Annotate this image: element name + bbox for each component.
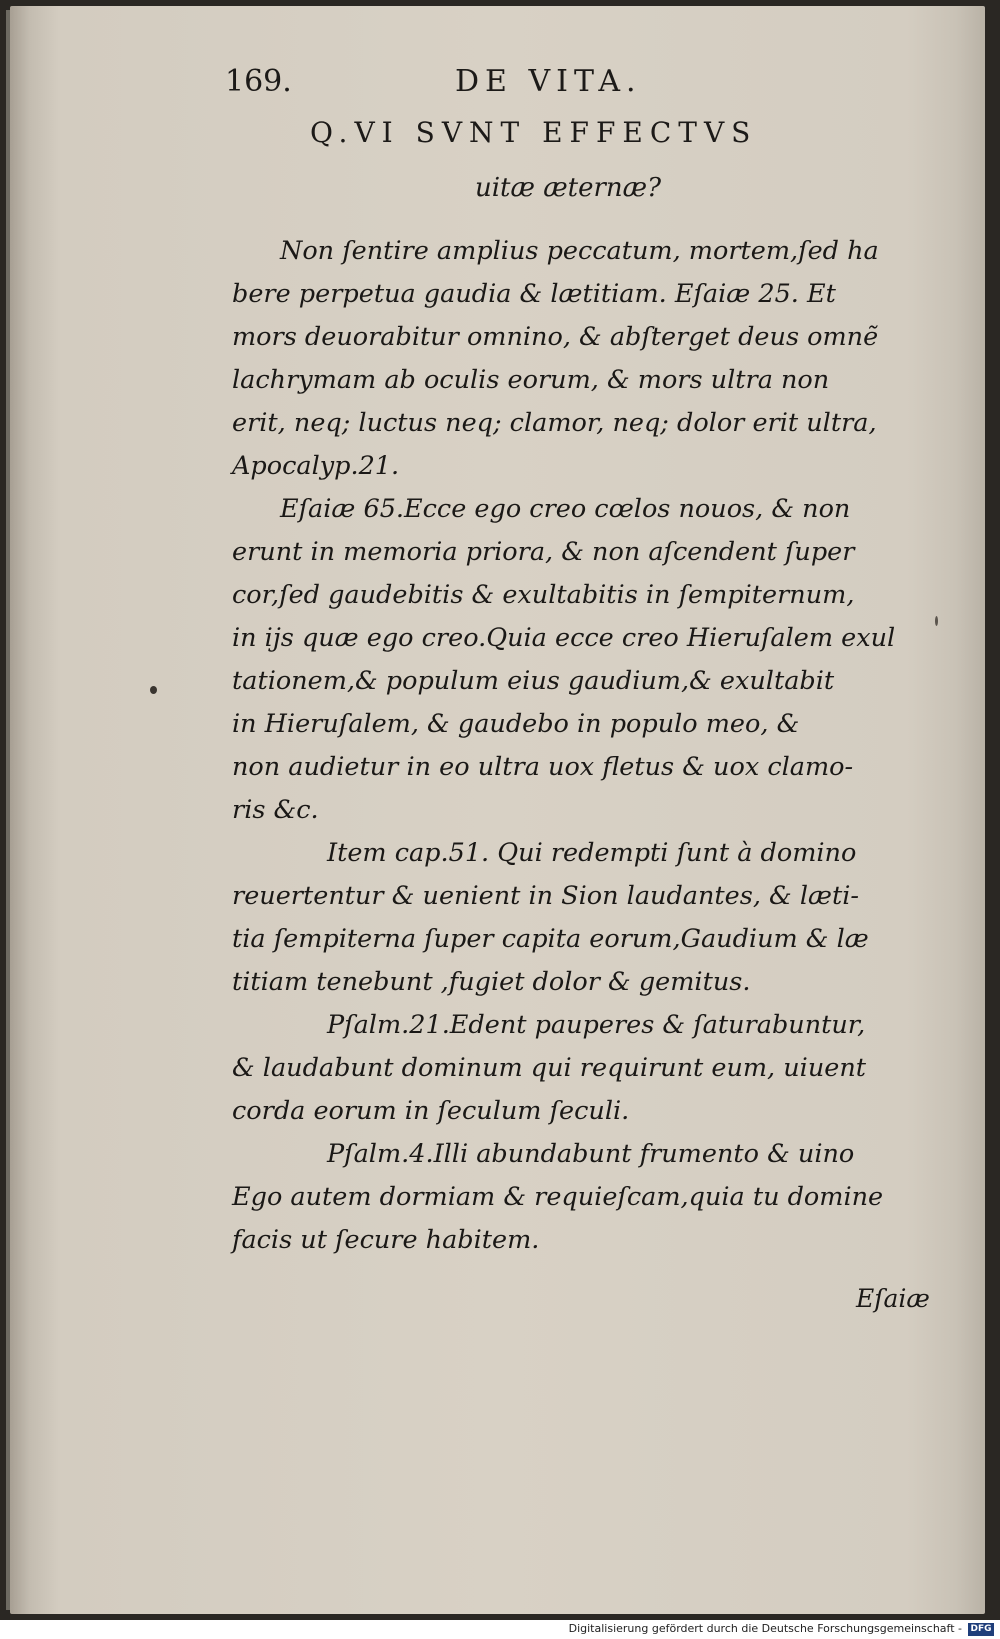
text-line: Ego autem dormiam & requieſcam,quia tu domine xyxy=(232,1182,884,1212)
running-head xyxy=(225,64,695,104)
text-line: Pſalm.4.Illi abundabunt frumento & uino xyxy=(327,1139,855,1169)
text-line: tia ſempiterna ſuper capita eorum,Gaudium & læ xyxy=(232,924,869,954)
digitization-footer xyxy=(0,1620,1000,1639)
text-line: & laudabunt dominum qui requirunt eum, uiuent xyxy=(232,1053,867,1083)
footer-credit: Digitalisierung gefördert durch die Deutsche Forschungsgemeinschaft - xyxy=(568,1622,962,1635)
text-line: Pſalm.21.Edent pauperes & ſaturabuntur, xyxy=(327,1010,866,1040)
text-line: Apocalyp.21. xyxy=(232,451,400,481)
text-line: corda eorum in ſeculum ſeculi. xyxy=(232,1096,630,1126)
text-line: in Hieruſalem, & gaudebo in populo meo, & xyxy=(232,709,800,739)
text-line: ris &c. xyxy=(232,795,319,825)
section-heading-continued: uitæ æternæ? xyxy=(475,173,662,203)
text-line: reuertentur & uenient in Sion laudantes, & læti- xyxy=(232,881,859,911)
text-line: facis ut ſecure habitem. xyxy=(232,1225,540,1255)
text-line: mors deuorabitur omnino, & abſterget deus omnẽ xyxy=(232,322,879,352)
text-line: titiam tenebunt ,fugiet dolor & gemitus. xyxy=(232,967,751,997)
body-text xyxy=(232,230,932,1262)
text-line: erunt in memoria priora, & non aſcendent ſuper xyxy=(232,537,855,567)
ink-spot xyxy=(150,686,157,694)
ink-spot xyxy=(935,616,938,626)
text-line: cor,ſed gaudebitis & exultabitis in ſempiternum, xyxy=(232,580,855,610)
catchword: Eſaiæ xyxy=(856,1284,930,1313)
running-title: DE VITA. xyxy=(455,64,642,99)
text-line: in ijs quæ ego creo.Quia ecce creo Hieruſalem exul xyxy=(232,623,896,653)
text-line: erit, neq; luctus neq; clamor, neq; dolor erit ultra, xyxy=(232,408,877,438)
page-number: 169. xyxy=(225,64,292,99)
dfg-logo: DFG xyxy=(968,1623,994,1636)
text-line: Item cap.51. Qui redempti ſunt à domino xyxy=(327,838,857,868)
text-line: tationem,& populum eius gaudium,& exultabit xyxy=(232,666,835,696)
text-line: Eſaiæ 65.Ecce ego creo cœlos nouos, & non xyxy=(280,494,851,524)
section-heading: Q.VI SVNT EFFECTVS xyxy=(310,116,758,149)
text-line: non audietur in eo ultra uox fletus & uox clamo- xyxy=(232,752,854,782)
text-line: bere perpetua gaudia & lætitiam. Eſaiæ 25. Et xyxy=(232,279,836,309)
book-page xyxy=(10,6,985,1614)
text-line: Non ſentire amplius peccatum, mortem,ſed ha xyxy=(280,236,879,266)
text-line: lachrymam ab oculis eorum, & mors ultra non xyxy=(232,365,830,395)
